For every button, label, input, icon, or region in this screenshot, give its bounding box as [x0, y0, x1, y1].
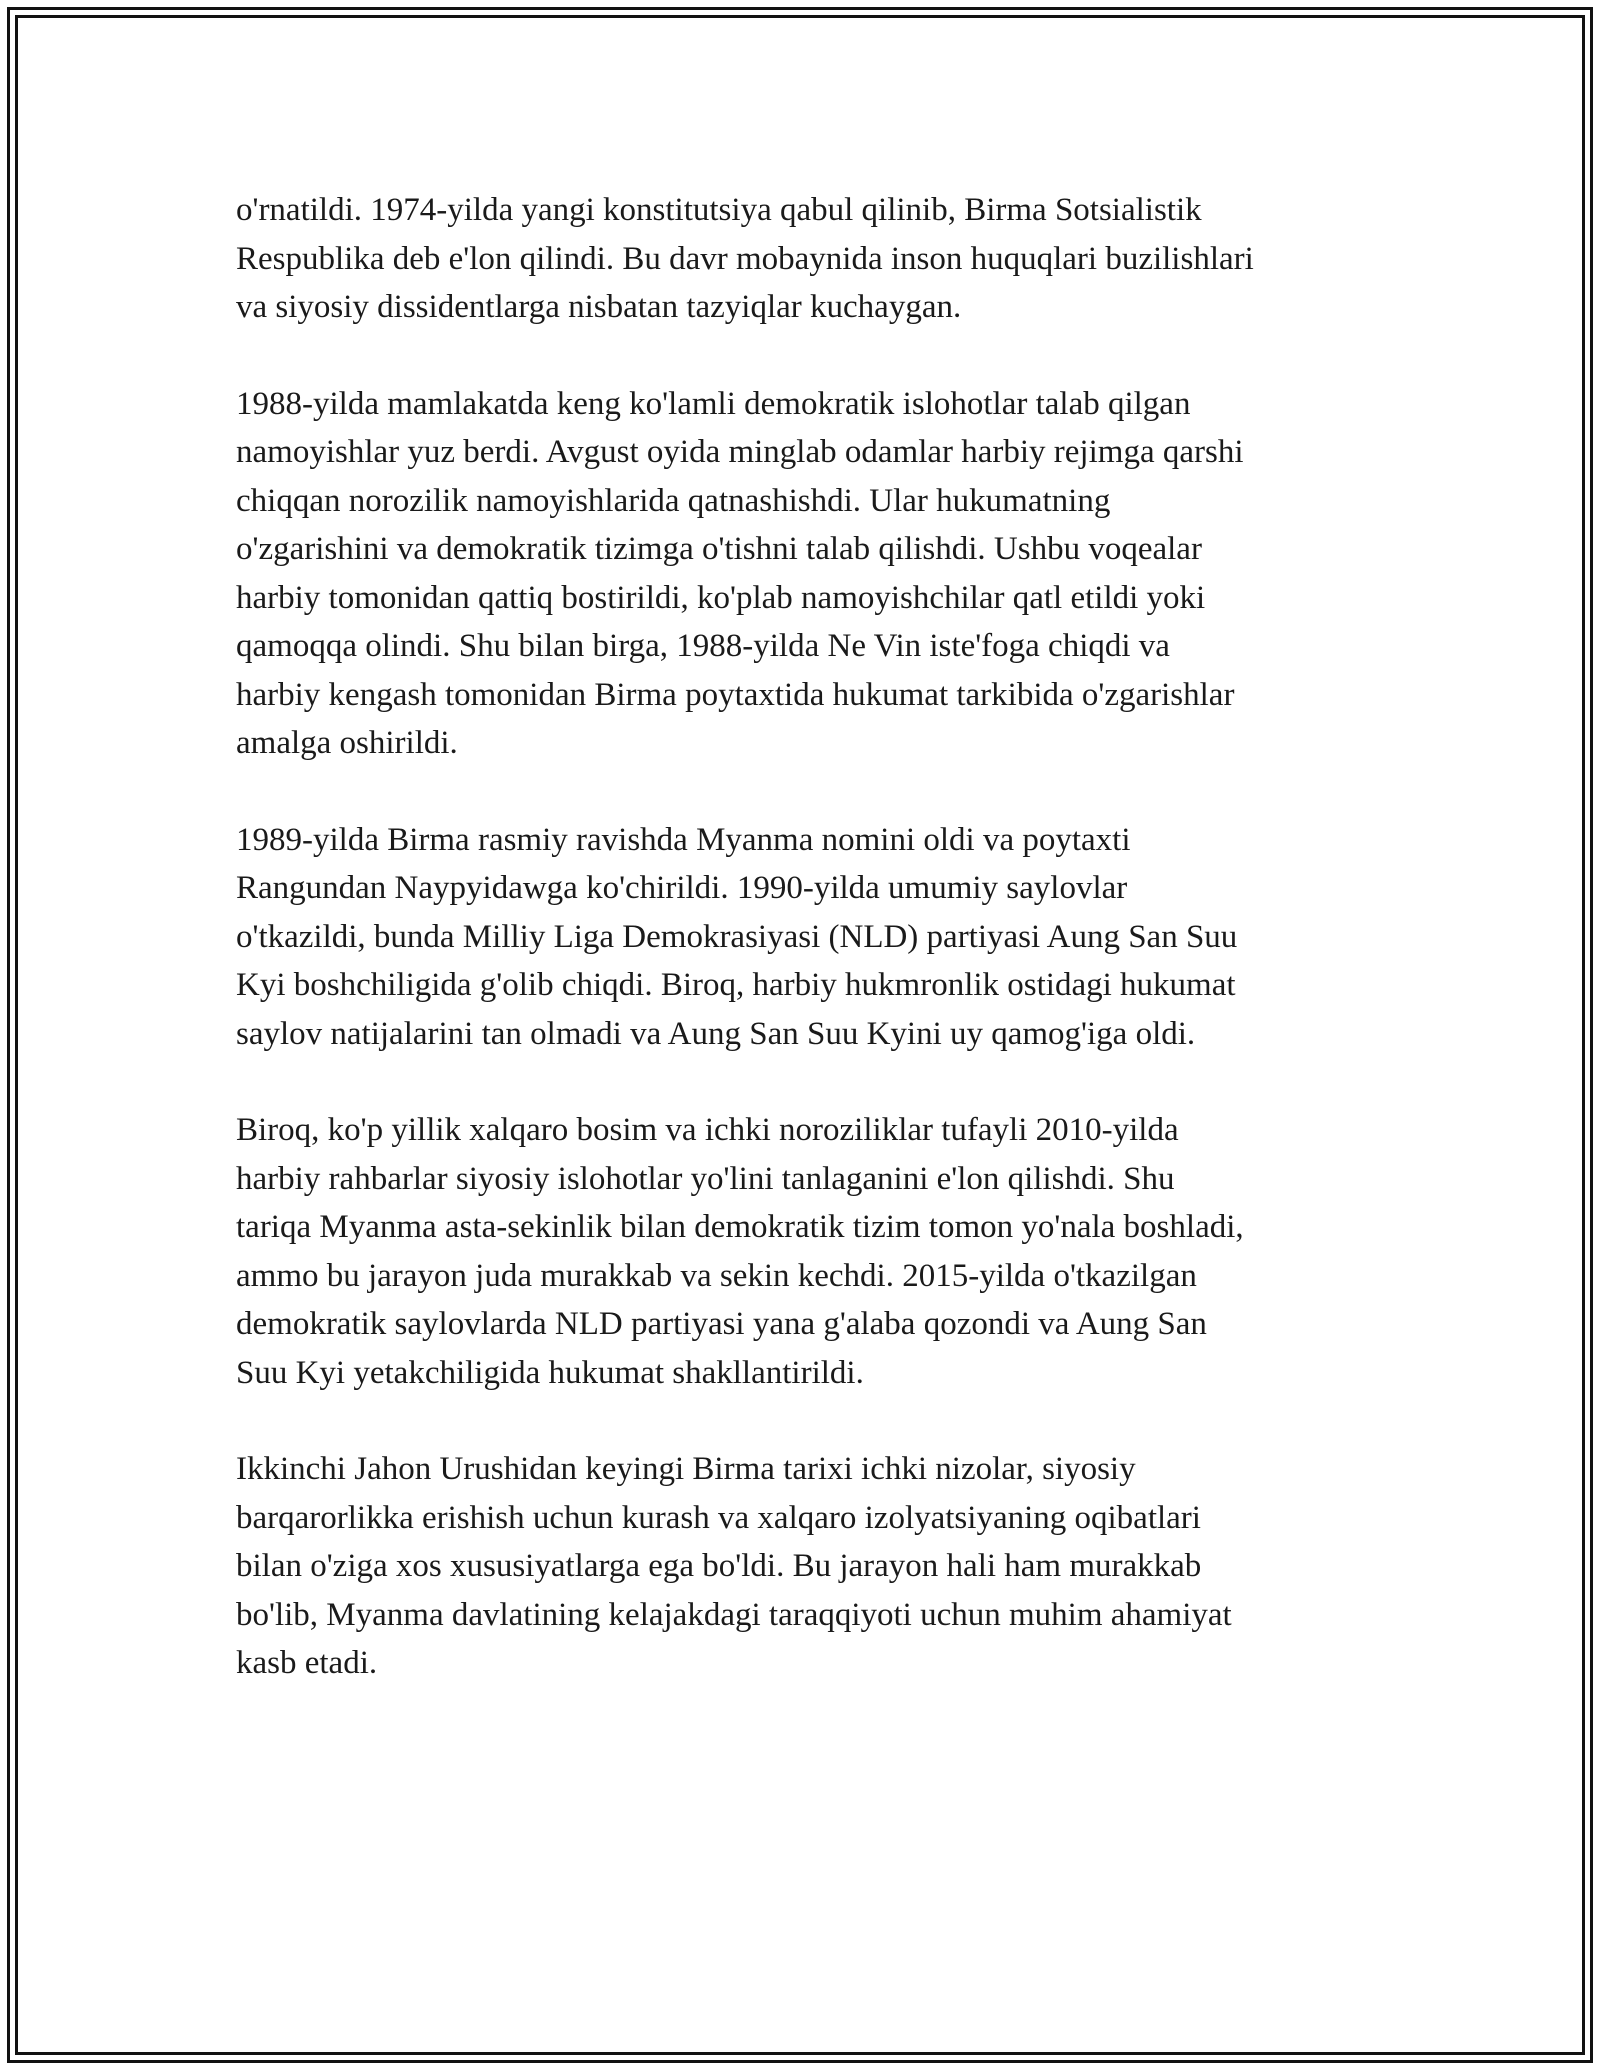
text-line: barqarorlikka erishish uchun kurash va xalqaro izolyatsiyaning oqibatlari — [236, 1499, 1201, 1536]
paragraph-4 — [236, 1106, 1376, 1397]
text-line: bo'lib, Myanma davlatining kelajakdagi taraqqiyoti uchun muhim ahamiyat — [236, 1596, 1232, 1633]
text-line: tariqa Myanma asta-sekinlik bilan demokratik tizim tomon yo'nala boshladi, — [236, 1209, 1244, 1245]
text-line: demokratik saylovlarda NLD partiyasi yana g'alaba qozondi va Aung San — [236, 1306, 1207, 1342]
text-line: 1988-yilda mamlakatda keng ko'lamli demokratik islohotlar talab qilgan — [236, 385, 1191, 422]
text-line: 1989-yilda Birma rasmiy ravishda Myanma nomini oldi va poytaxti — [236, 821, 1131, 858]
text-line: Kyi boshchiligida g'olib chiqdi. Biroq, harbiy hukmronlik ostidagi hukumat — [236, 967, 1236, 1003]
text-line: Biroq, ko'p yillik xalqaro bosim va ichki noroziliklar tufayli 2010-yilda — [236, 1112, 1179, 1148]
paragraph-3 — [236, 816, 1376, 1059]
paragraph-1 — [236, 186, 1376, 332]
text-line: kasb etadi. — [236, 1645, 378, 1681]
document-body — [236, 186, 1376, 1736]
text-line: harbiy rahbarlar siyosiy islohotlar yo'lini tanlaganini e'lon qilishdi. Shu — [236, 1160, 1175, 1197]
text-line: bilan o'ziga xos xususiyatlarga ega bo'ldi. Bu jarayon hali ham murakkab — [236, 1548, 1202, 1584]
text-line: va siyosiy dissidentlarga nisbatan tazyiqlar kuchaygan. — [236, 289, 962, 325]
paragraph-5 — [236, 1445, 1376, 1688]
text-line: Suu Kyi yetakchiligida hukumat shakllantirildi. — [236, 1354, 864, 1391]
text-line: amalga oshirildi. — [236, 725, 458, 761]
text-line: o'tkazildi, bunda Milliy Liga Demokrasiyasi (NLD) partiyasi Aung San Suu — [236, 918, 1238, 955]
text-line: Rangundan Naypyidawga ko'chirildi. 1990-yilda umumiy saylovlar — [236, 870, 1128, 906]
text-line: Ikkinchi Jahon Urushidan keyingi Birma tarixi ichki nizolar, siyosiy — [236, 1451, 1136, 1487]
text-line: saylov natijalarini tan olmadi va Aung San Suu Kyini uy qamog'iga oldi. — [236, 1015, 1196, 1052]
text-line: Respublika deb e'lon qilindi. Bu davr mobaynida inson huquqlari buzilishlari — [236, 240, 1254, 277]
text-line: qamoqqa olindi. Shu bilan birga, 1988-yilda Ne Vin iste'foga chiqdi va — [236, 628, 1170, 664]
paragraph-2 — [236, 380, 1376, 768]
text-line: namoyishlar yuz berdi. Avgust oyida minglab odamlar harbiy rejimga qarshi — [236, 434, 1244, 470]
text-line: harbiy tomonidan qattiq bostirildi, ko'plab namoyishchilar qatl etildi yoki — [236, 579, 1206, 616]
text-line: chiqqan norozilik namoyishlarida qatnashishdi. Ular hukumatning — [236, 482, 1111, 519]
text-line: harbiy kengash tomonidan Birma poytaxtida hukumat tarkibida o'zgarishlar — [236, 676, 1235, 713]
text-line: o'zgarishini va demokratik tizimga o'tishni talab qilishdi. Ushbu voqealar — [236, 531, 1202, 567]
text-line: o'rnatildi. 1974-yilda yangi konstitutsiya qabul qilinib, Birma Sotsialistik — [236, 192, 1202, 228]
text-line: ammo bu jarayon juda murakkab va sekin kechdi. 2015-yilda o'tkazilgan — [236, 1257, 1197, 1294]
